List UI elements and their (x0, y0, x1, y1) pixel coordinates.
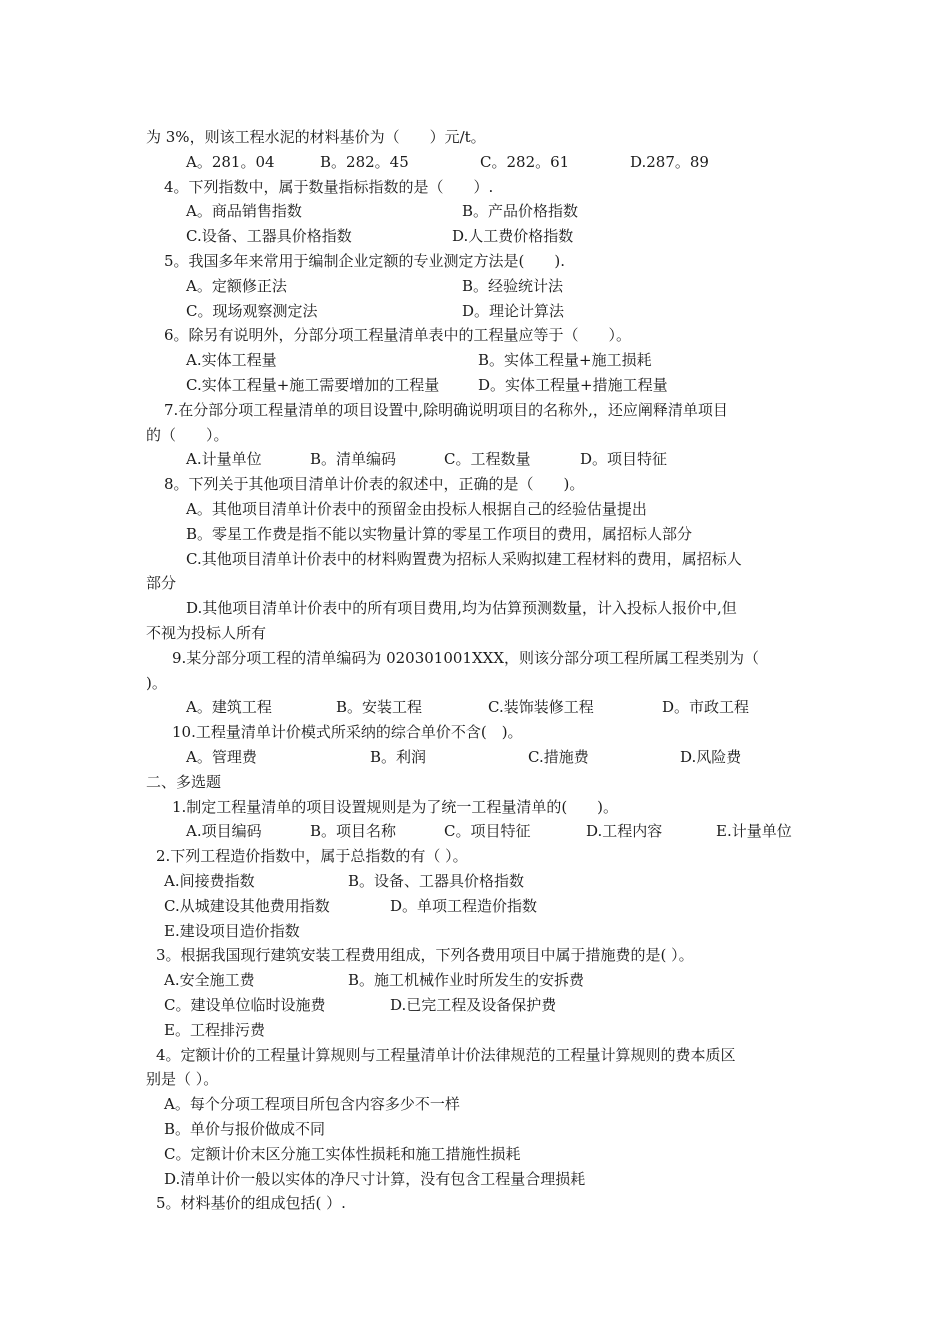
text-line-29: 2.下列工程造价指数中，属于总指数的有（ ）。 (156, 847, 468, 865)
text-line-42: D.清单计价一般以实体的净尺寸计算，没有包含工程量合理损耗 (164, 1170, 586, 1188)
text-line-4-col-0: C.设备、工器具价格指数 (186, 227, 352, 245)
text-line-18: 部分 (146, 574, 177, 592)
text-line-35-col-1: D.已完工程及设备保护费 (390, 996, 557, 1014)
text-line-3-col-0: A。商品销售指数 (186, 202, 302, 220)
text-line-1-col-2: C。282。61 (480, 153, 570, 171)
text-line-23-col-2: C.装饰装修工程 (488, 698, 594, 716)
text-line-26: 二、多选题 (146, 773, 222, 791)
text-line-30-col-0: A.间接费指数 (164, 872, 255, 890)
text-line-34-col-1: B。施工机械作业时所发生的安拆费 (348, 971, 585, 989)
text-line-22: )。 (146, 674, 167, 692)
text-line-10-col-0: C.实体工程量+施工需要增加的工程量 (186, 376, 440, 394)
text-line-25-col-2: C.措施费 (528, 748, 589, 766)
text-line-15: A。其他项目清单计价表中的预留金由投标人根据自己的经验估量提出 (186, 500, 647, 518)
text-line-31-col-1: D。单项工程造价指数 (390, 897, 538, 915)
text-line-13-col-0: A.计量单位 (186, 450, 262, 468)
text-line-9-col-0: A.实体工程量 (186, 351, 277, 369)
text-line-17: C.其他项目清单计价表中的材料购置费为招标人采购拟建工程材料的费用，属招标人 (186, 550, 742, 568)
text-line-25-col-0: A。管理费 (186, 748, 257, 766)
text-line-25-col-3: D.风险费 (680, 748, 742, 766)
text-line-23-col-0: A。建筑工程 (186, 698, 272, 716)
text-line-16: B。零星工作费是指不能以实物量计算的零星工作项目的费用，属招标人部分 (186, 525, 693, 543)
text-line-21: 9.某分部分项工程的清单编码为 020301001XXX，则该分部分项工程所属工程类别为（ (172, 649, 760, 667)
text-line-13-col-2: C。工程数量 (444, 450, 531, 468)
text-line-2: 4。下列指数中，属于数量指标指数的是（ ）. (164, 178, 494, 196)
text-line-28-col-1: B。项目名称 (310, 822, 397, 840)
text-line-31-col-0: C.从城建设其他费用指数 (164, 897, 330, 915)
text-line-5: 5。我国多年来常用于编制企业定额的专业测定方法是( ). (164, 252, 566, 270)
text-line-13-col-1: B。清单编码 (310, 450, 397, 468)
text-line-12: 的（ ）。 (146, 426, 229, 444)
text-line-9-col-1: B。实体工程量+施工损耗 (478, 351, 652, 369)
text-line-7-col-1: D。理论计算法 (462, 302, 565, 320)
text-line-41: C。定额计价末区分施工实体性损耗和施工措施性损耗 (164, 1145, 521, 1163)
text-line-43: 5。材料基价的组成包括( ）. (156, 1194, 346, 1212)
text-line-28-col-3: D.工程内容 (586, 822, 663, 840)
text-line-40: B。单价与报价做成不同 (164, 1120, 326, 1138)
text-line-28-col-4: E.计量单位 (716, 822, 792, 840)
text-line-28-col-0: A.项目编码 (186, 822, 262, 840)
text-line-34-col-0: A.安全施工费 (164, 971, 255, 989)
text-line-27: 1.制定工程量清单的项目设置规则是为了统一工程量清单的( )。 (172, 798, 619, 816)
text-line-36: E。工程排污费 (164, 1021, 265, 1039)
text-line-11: 7.在分部分项工程量清单的项目设置中,除明确说明项目的名称外,，还应阐释清单项目 (164, 401, 728, 419)
text-line-1-col-0: A。281。04 (186, 153, 275, 171)
text-line-32: E.建设项目造价指数 (164, 922, 300, 940)
text-line-30-col-1: B。设备、工器具价格指数 (348, 872, 525, 890)
text-line-28-col-2: C。项目特征 (444, 822, 531, 840)
text-line-25-col-1: B。利润 (370, 748, 427, 766)
text-line-23-col-3: D。市政工程 (662, 698, 750, 716)
text-line-4-col-1: D.人工费价格指数 (452, 227, 574, 245)
text-line-6-col-0: A。定额修正法 (186, 277, 287, 295)
text-line-14: 8。下列关于其他项目清单计价表的叙述中，正确的是（ )。 (164, 475, 585, 493)
text-line-20: 不视为投标人所有 (146, 624, 267, 642)
text-line-7-col-0: C。现场观察测定法 (186, 302, 318, 320)
text-line-19: D.其他项目清单计价表中的所有项目费用,均为估算预测数量，计入投标人报价中,但 (186, 599, 737, 617)
text-line-3-col-1: B。产品价格指数 (462, 202, 579, 220)
text-line-38: 别是（ ）。 (146, 1070, 219, 1088)
text-line-13-col-3: D。项目特征 (580, 450, 668, 468)
text-line-1-col-1: B。282。45 (320, 153, 409, 171)
text-line-39: A。每个分项工程项目所包含内容多少不一样 (164, 1095, 460, 1113)
text-line-1-col-3: D.287。89 (630, 153, 709, 171)
text-line-24: 10.工程量清单计价模式所采纳的综合单价不含( )。 (172, 723, 523, 741)
text-line-35-col-0: C。建设单位临时设施费 (164, 996, 326, 1014)
text-line-33: 3。根据我国现行建筑安装工程费用组成，下列各费用项目中属于措施费的是( ）。 (156, 946, 694, 964)
text-line-6-col-1: B。经验统计法 (462, 277, 564, 295)
text-line-8: 6。除另有说明外，分部分项工程量清单表中的工程量应等于（ ）。 (164, 326, 632, 344)
text-line-0: 为 3%，则该工程水泥的材料基价为（ ）元/t。 (146, 128, 486, 146)
text-line-23-col-1: B。安装工程 (336, 698, 423, 716)
text-line-10-col-1: D。实体工程量+措施工程量 (478, 376, 668, 394)
text-line-37: 4。定额计价的工程量计算规则与工程量清单计价法律规范的工程量计算规则的费本质区 (156, 1046, 736, 1064)
